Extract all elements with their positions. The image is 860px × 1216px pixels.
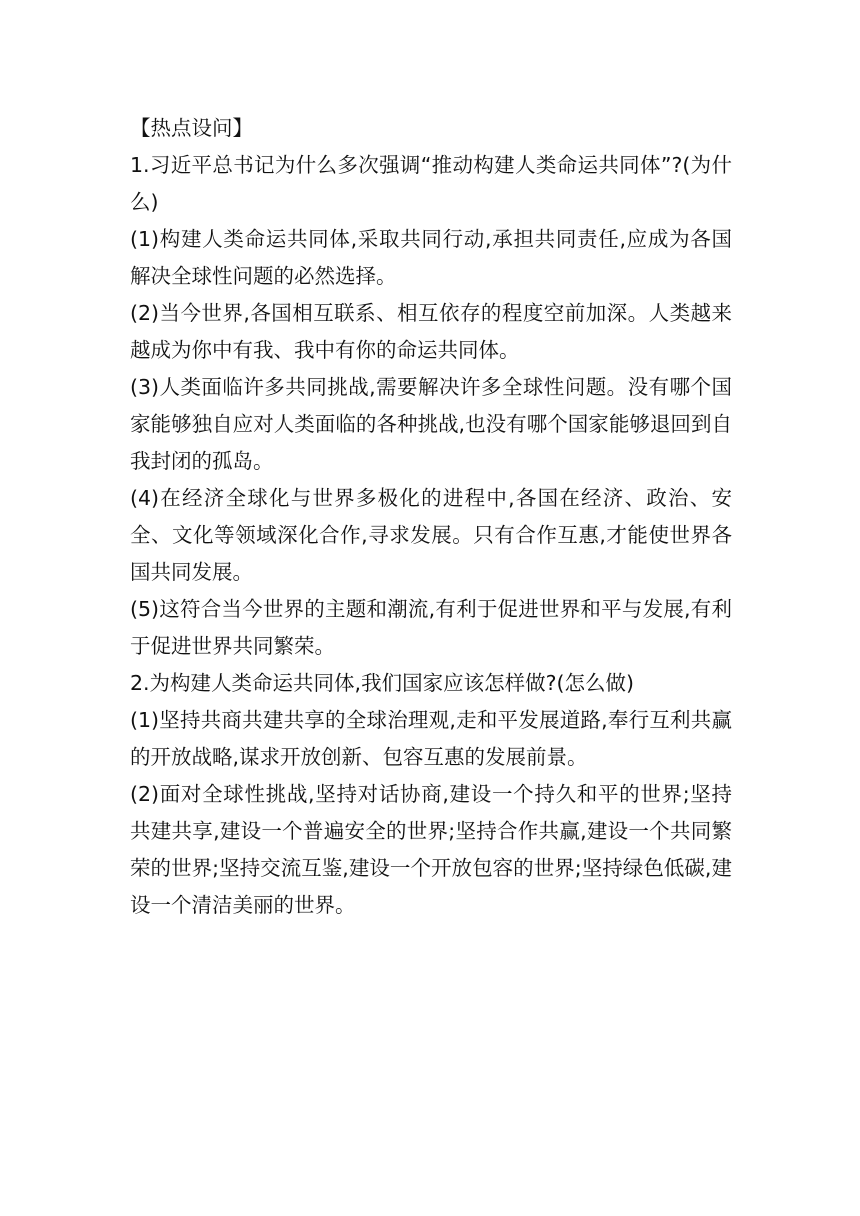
q1-answer-2: (2)当今世界,各国相互联系、相互依存的程度空前加深。人类越来越成为你中有我、我中有你的命运共同体。 <box>130 301 732 362</box>
section-heading: 【热点设问】 <box>130 116 253 140</box>
q1-answer-5: (5)这符合当今世界的主题和潮流,有利于促进世界和平与发展,有利于促进世界共同繁荣。 <box>130 597 732 658</box>
q1-answer-4: (4)在经济全球化与世界多极化的进程中,各国在经济、政治、安全、文化等领域深化合作,寻求发展。只有合作互惠,才能使世界各国共同发展。 <box>130 486 732 584</box>
q2-answer-2: (2)面对全球性挑战,坚持对话协商,建设一个持久和平的世界;坚持共建共享,建设一个普遍安全的世界;坚持合作共赢,建设一个共同繁荣的世界;坚持交流互鉴,建设一个开放包容的世界;坚持绿色低碳,建设一个清洁美丽的世界。 <box>130 782 732 917</box>
question-2: 2.为构建人类命运共同体,我们国家应该怎样做?(怎么做) <box>130 671 634 695</box>
q2-answer-1: (1)坚持共商共建共享的全球治理观,走和平发展道路,奉行互利共赢的开放战略,谋求开放创新、包容互惠的发展前景。 <box>130 708 732 769</box>
q1-answer-1: (1)构建人类命运共同体,采取共同行动,承担共同责任,应成为各国解决全球性问题的必然选择。 <box>130 227 732 288</box>
q1-answer-3: (3)人类面临许多共同挑战,需要解决许多全球性问题。没有哪个国家能够独自应对人类面临的各种挑战,也没有哪个国家能够退回到自我封闭的孤岛。 <box>130 375 732 473</box>
question-1: 1.习近平总书记为什么多次强调“推动构建人类命运共同体”?(为什么) <box>130 153 732 214</box>
document-body <box>130 110 732 924</box>
